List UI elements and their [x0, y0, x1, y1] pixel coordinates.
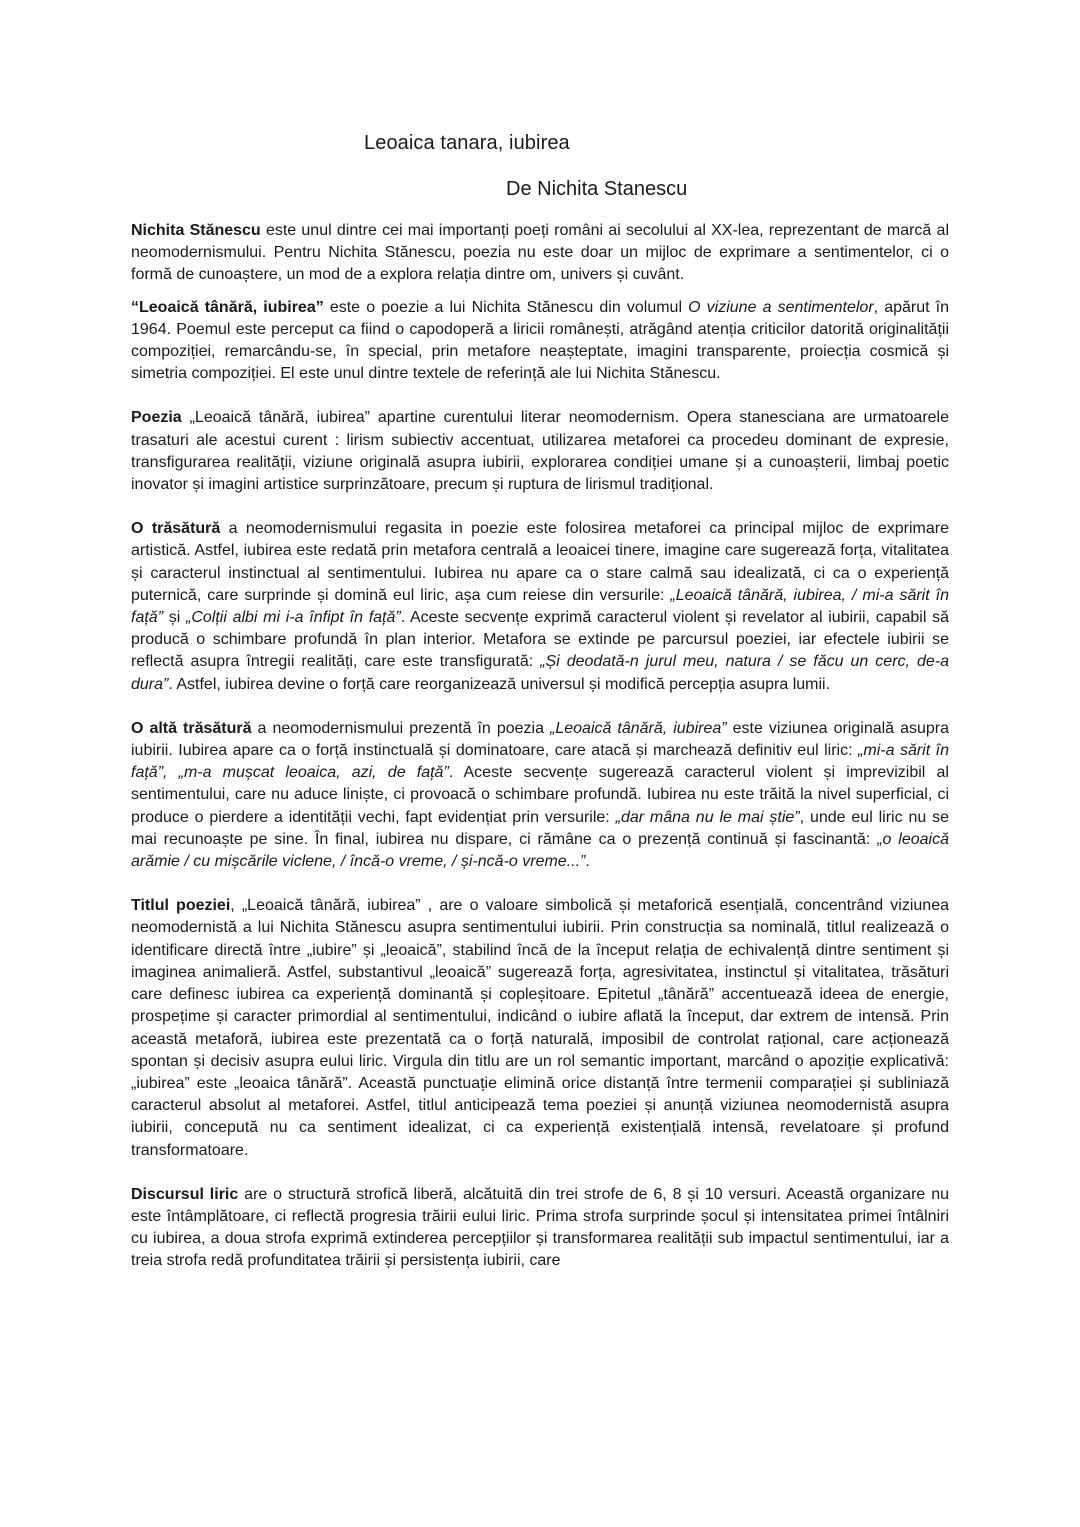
text-run: .: [585, 853, 590, 871]
text-italic: „Leoaică tânără, iubirea, / mi-a sărit în față”: [131, 586, 949, 627]
paragraph-current: [131, 407, 949, 496]
text-run: a neomodernismului prezentă în poezia: [251, 719, 551, 737]
text-run: , „Leoaică tânără, iubirea” , are o valoare simbolică și metaforică esențială, concentrând viziunea neomodernistă a lui Nichita Stănescu asupra sentimentului iubirii. Prin construcția sa nominală, titlul realizează o identificare directă între „iubire” și „leoaică”, stabilind încă de la început relația de echivalență dintre sentiment și imaginea animalieră. Astfel, substantivul „leoaică” sugerează forța, agresivitatea, instinctul și vitalitatea, trăsături care definesc iubirea ca experiență dominantă și copleșitoare. Epitetul „tânără” accentuează ideea de energie, prospețime și caracter primordial al sentimentului, indicând o iubire aflată la început, dar extrem de intensă. Prin această metaforă, iubirea este prezentată ca o forță naturală, imposibil de controlat rațional, care acționează spontan și decisiv asupra eului liric. Virgula din titlu are un rol semantic important, marcând o apoziție explicativă: „iubirea” este „leoaica tânără”. Această punctuație elimină orice distanță între termenii comparației și subliniază caracterul absolut al metaforei. Astfel, titlul anticipează tema poeziei și anunță viziunea neomodernistă asupra iubirii, concepută nu ca sentiment idealizat, ci ca experiență existențială intensă, revelatoare și profund transformatoare.: [131, 897, 949, 1159]
text-run: a neomodernismului regasita in poezie este folosirea metaforei ca principal mijloc de exprimare artistică. Astfel, iubirea este redată prin metafora centrală a leoaicei tinere, imagine care sugerează forța, vitalitatea și caracterul instinctual al sentimentului. Iubirea nu apare ca o stare calmă sau idealizată, ci ca o experiență puternică, care surprinde și domină eul liric, așa cum reiese din versurile:: [131, 520, 949, 604]
text-run: este o poezie a lui Nichita Stănescu din volumul: [323, 298, 689, 316]
paragraph-volume: [131, 297, 949, 386]
paragraph-intro: [131, 220, 949, 287]
paragraph-trait-two: [131, 718, 949, 873]
text-bold: O trăsătură: [131, 520, 221, 538]
text-italic: „o leoaică arămie / cu mișcările viclene, / încă-o vreme, / și-ncă-o vreme...”: [131, 830, 950, 871]
text-italic: „dar mâna nu le mai știe”: [615, 808, 800, 826]
document-body: [131, 220, 949, 1273]
text-run: este viziunea originală asupra iubirii. Iubirea apare ca o forță instinctuală și dominatoare, care atacă și marchează definitiv eul liric:: [131, 719, 950, 760]
text-italic: „mi-a sărit în față”, „m-a mușcat leoaica, azi, de față”: [131, 742, 949, 782]
text-run: are o structură strofică liberă, alcătuită din trei strofe de 6, 8 și 10 versuri. Această organizare nu este întâmplătoare, ci reflectă progresia trăirii eului liric. Prima strofa surprinde șocul și intensitatea primei întâlniri cu iubirea, a doua strofa exprimă extinderea percepțiilor și transformarea realității sub impactul sentimentului, iar a treia strofa redă profunditatea trăirii și persistența iubirii, care: [131, 1185, 949, 1270]
text-bold: Nichita Stănescu: [131, 222, 261, 239]
text-run: , apărut în 1964. Poemul este perceput ca fiind o capodoperă a liricii românești, atrăgând atenția criticilor datorită originalității compoziției, remarcându-se, în special, prin metafore neașteptate, imagini transparente, proiecția cosmică și simetria compoziției. El este unul dintre textele de referință ale lui Nichita Stănescu.: [131, 298, 950, 383]
text-run: . Astfel, iubirea devine o forță care reorganizează universul și modifică percepția asupra lumii.: [168, 675, 831, 693]
text-run: „Leoaică tânără, iubirea” apartine curentului literar neomodernism. Opera stanesciana are urmatoarele trasaturi ale acestui curent : lirism subiectiv accentuat, utilizarea metaforei ca procedeu dominant de expresie, transfigurarea realității, viziune originală asupra iubirii, explorarea condiției umane și a cunoașterii, limbaj poetic inovator și imagini artistice surprinzătoare, precum și ruptura de lirismul tradițional.: [131, 409, 949, 494]
text-run: , unde eul liric nu se mai recunoaște pe sine. În final, iubirea nu dispare, ci rămâne ca o prezență continuă și fascinantă:: [131, 808, 950, 848]
text-bold: Poezia: [131, 409, 182, 427]
author-line: De Nichita Stanescu: [506, 178, 688, 200]
text-run: și: [163, 609, 186, 627]
text-bold: “Leoaică tânără, iubirea”: [131, 298, 324, 316]
text-run: este unul dintre cei mai importanți poeți români ai secolului al XX-lea, reprezentant de marcă al neomodernismului. Pentru Nichita Stănescu, poezia nu este doar un mijloc de exprimare a sentimentelor, ci o formă de cunoaștere, un mod de a explora relația dintre om, univers și cuvânt.: [131, 222, 949, 284]
text-run: . Aceste secvențe sugerează caracterul violent și imprevizibil al sentimentului, care nu aduce liniște, ci provoacă o schimbare profundă. Iubirea nu este trăită la nivel superficial, ci produce o pierdere a identității vechi, fapt evidențiat prin versurile:: [131, 764, 949, 826]
paragraph-structure: [131, 1184, 949, 1273]
text-bold: O altă trăsătură: [131, 719, 252, 737]
document-title: Leoaica tanara, iubirea: [364, 132, 570, 154]
text-italic: „Leoaică tânără, iubirea”: [550, 719, 727, 737]
text-bold: Titlul poeziei: [131, 897, 231, 915]
text-italic: „Colții albi mi i-a înfipt în față”: [185, 609, 401, 627]
text-italic: O viziune a sentimentelor: [688, 298, 874, 316]
text-run: . Aceste secvențe exprimă caracterul violent și revelator al iubirii, capabil să producă o schimbare profundă în plan interior. Metafora se extinde pe parcursul poeziei, iar efectele iubirii se reflectă asupra întregii realități, care este transfigurată:: [131, 609, 950, 671]
paragraph-trait-one: [131, 518, 949, 696]
paragraph-title-analysis: [131, 895, 949, 1161]
text-italic: „Și deodată-n jurul meu, natura / se făcu un cerc, de-a dura”: [131, 653, 949, 693]
text-bold: Discursul liric: [131, 1185, 239, 1203]
